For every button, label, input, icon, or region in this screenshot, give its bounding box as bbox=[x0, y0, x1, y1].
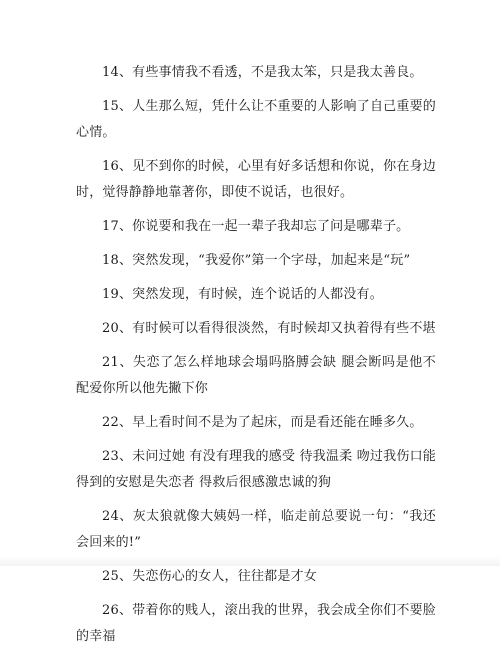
quote-16: 16、见不到你的时候，心里有好多话想和你说，你在身边时，觉得静静地靠著你，即使不说话，也很好。 bbox=[76, 159, 436, 200]
quote-23: 23、未问过她 有没有理我的感受 待我温柔 吻过我伤口能得到的安慰是失恋者 得救后很感激忠诚的狗 bbox=[76, 449, 436, 490]
quote-21: 21、失恋了怎么样地球会塌吗胳膊会缺 腿会断吗是他不配爱你所以他先撇下你 bbox=[76, 355, 436, 396]
quote-list bbox=[76, 60, 436, 658]
quote-14: 14、有些事情我不看透，不是我太笨，只是我太善良。 bbox=[102, 65, 423, 80]
quote-15: 15、人生那么短，凭什么让不重要的人影响了自己重要的心情。 bbox=[76, 99, 436, 140]
quote-17: 17、你说要和我在一起一辈子我却忘了问是哪辈子。 bbox=[102, 219, 410, 234]
quote-19: 19、突然发现，有时候，连个说话的人都没有。 bbox=[102, 287, 383, 302]
page-bottom-edge bbox=[0, 556, 500, 566]
quote-20: 20、有时候可以看得很淡然，有时候却又执着得有些不堪 bbox=[102, 321, 436, 336]
quote-22: 22、早上看时间不是为了起床，而是看还能在睡多久。 bbox=[102, 415, 423, 430]
quote-24: 24、灰太狼就像大姨妈一样，临走前总要说一句：“我还会回来的!” bbox=[76, 509, 436, 550]
quote-26: 26、带着你的贱人，滚出我的世界，我会成全你们不要脸的幸福 bbox=[76, 603, 436, 644]
quote-25: 25、失恋伤心的女人，往往都是才女 bbox=[102, 569, 317, 584]
quote-18: 18、突然发现，“我爱你”第一个字母，加起来是“玩” bbox=[102, 253, 411, 268]
